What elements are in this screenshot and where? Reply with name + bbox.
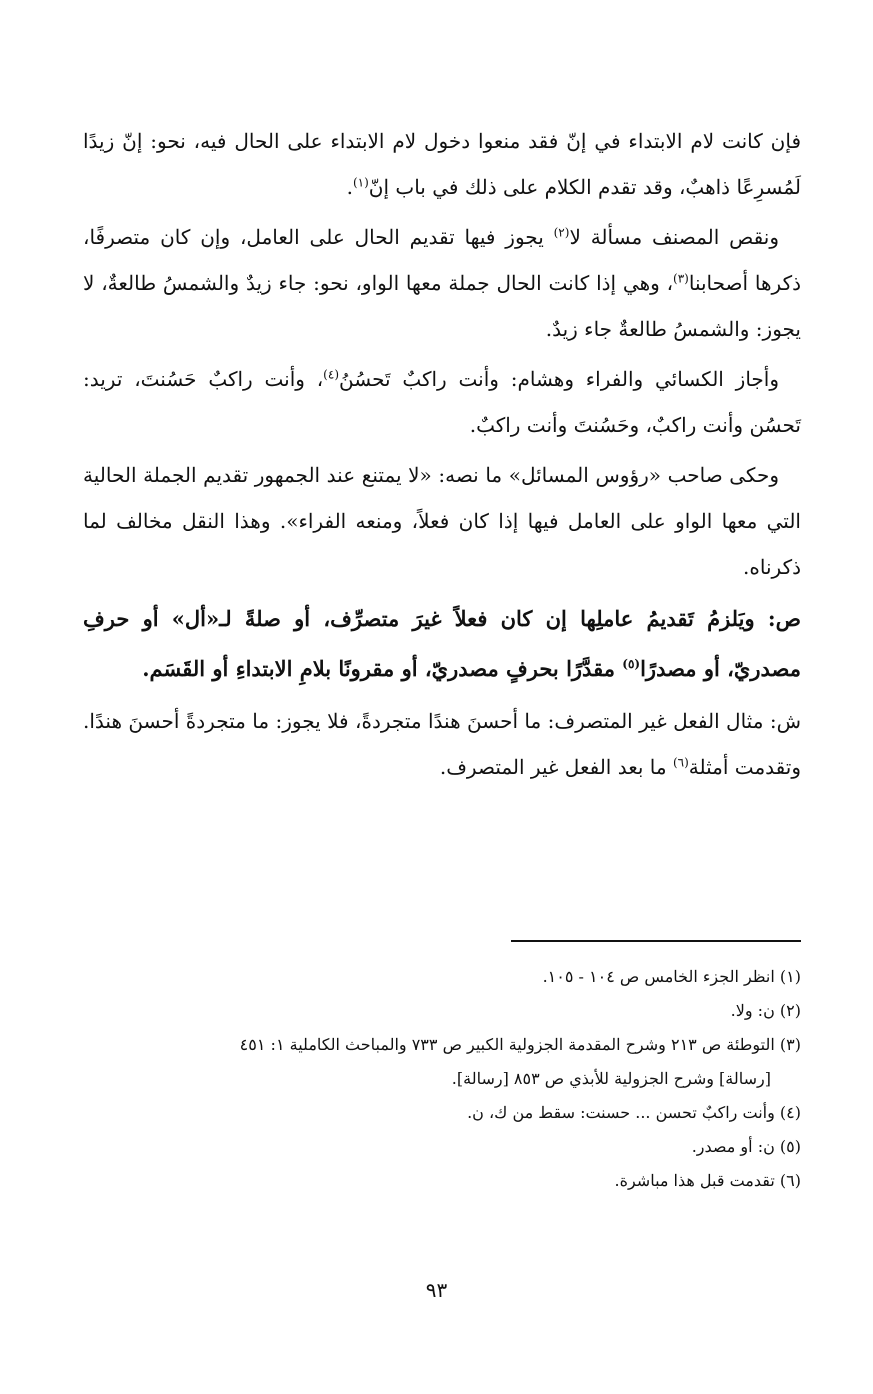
footnote-ref-2[interactable]: (٢): [553, 225, 570, 240]
page-number: ٩٣: [425, 1278, 448, 1302]
footnote-separator: [511, 940, 801, 942]
paragraph-5-part-a: ص: ويَلزمُ تَقديمُ عاملِها إن كان فعلاً غيرَ متصرِّف، أو صلةً لـ«أل» أو حرفِ مصدريّ، أو مصدرًا: [83, 606, 801, 681]
footnote-ref-5[interactable]: (٥): [622, 657, 641, 671]
paragraph-1-text: فإن كانت لام الابتداء في إنّ فقد منعوا دخول لام الابتداء على الحال فيه، نحو: إنّ زيدًا لَمُسرِعًا ذاهبٌ، وقد تقدم الكلام على ذلك في باب إنّ: [83, 129, 801, 199]
footnote-5: (٥) ن: أو مصدر.: [691, 1137, 801, 1156]
paragraph-1: [83, 118, 801, 210]
paragraph-3-part-b: ، وأنت راكبٌ حَسُنتَ، تريد: تَحسُن وأنت راكبٌ، وحَسُنتَ وأنت راكبٌ.: [83, 367, 801, 437]
footnote-4: (٤) وأنت راكبٌ تحسن ... حسنت: سقط من ك، ن.: [467, 1103, 801, 1122]
paragraph-6-sharh: [83, 698, 801, 790]
footnote-ref-3[interactable]: (٣): [673, 271, 689, 286]
paragraph-2-part-b: يجوز فيها تقديم الحال على العامل، وإن كان متصرفًا، ذكرها أصحابنا: [83, 225, 802, 295]
paragraph-2-part-a: ونقص المصنف مسألة لا: [569, 225, 779, 249]
footnote-1: (١) انظر الجزء الخامس ص ١٠٤ - ١٠٥.: [542, 967, 801, 986]
footnote-3-continuation: [رسالة] وشرح الجزولية للأبذي ص ٨٥٣ [رسالة].: [451, 1069, 771, 1088]
footnote-6: (٦) تقدمت قبل هذا مباشرة.: [614, 1171, 801, 1190]
paragraph-4: [83, 452, 801, 590]
paragraph-2-part-c: ، وهي إذا كانت الحال جملة معها الواو، نحو: جاء زيدٌ والشمسُ طالعةٌ، لا يجوز: والشمسُ طالعةٌ جاء زيدٌ.: [83, 271, 801, 341]
paragraph-5-matn: [83, 594, 801, 694]
paragraph-1-tail: .: [346, 175, 353, 199]
footnote-ref-1[interactable]: (١): [352, 175, 369, 190]
footnote-3: (٣) التوطئة ص ٢١٣ وشرح المقدمة الجزولية الكبير ص ٧٣٣ والمباحث الكاملية ١: ٤٥١: [239, 1035, 801, 1054]
main-text: [83, 118, 801, 794]
footnote-ref-4[interactable]: (٤): [323, 367, 339, 382]
paragraph-6-part-a: ش: مثال الفعل غير المتصرف: ما أحسنَ هندًا متجردةً، فلا يجوز: ما متجردةً أحسنَ هندًا. وتقدمت أمثلة: [83, 709, 801, 779]
footnote-2: (٢) ن: ولا.: [730, 1001, 801, 1020]
paragraph-5-part-b: مقدَّرًا بحرفٍ مصدريّ، أو مقرونًا بلامِ الابتداءِ أو القَسَم.: [142, 656, 623, 681]
paragraph-4-text: وحكى صاحب «رؤوس المسائل» ما نصه: «لا يمتنع عند الجمهور تقديم الجملة الحالية التي معها الواو على العامل فيها إذا كان فعلاً، ومنعه الفراء». وهذا النقل مخالف لما ذكرناه.: [83, 463, 801, 579]
footnotes: [83, 960, 801, 1198]
paragraph-3-part-a: وأجاز الكسائي والفراء وهشام: وأنت راكبٌ تَحسُنُ: [339, 367, 779, 391]
footnote-ref-6[interactable]: (٦): [672, 755, 689, 770]
paragraph-6-part-b: ما بعد الفعل غير المتصرف.: [439, 755, 673, 779]
paragraph-2: [83, 214, 801, 352]
paragraph-3: [83, 356, 801, 448]
